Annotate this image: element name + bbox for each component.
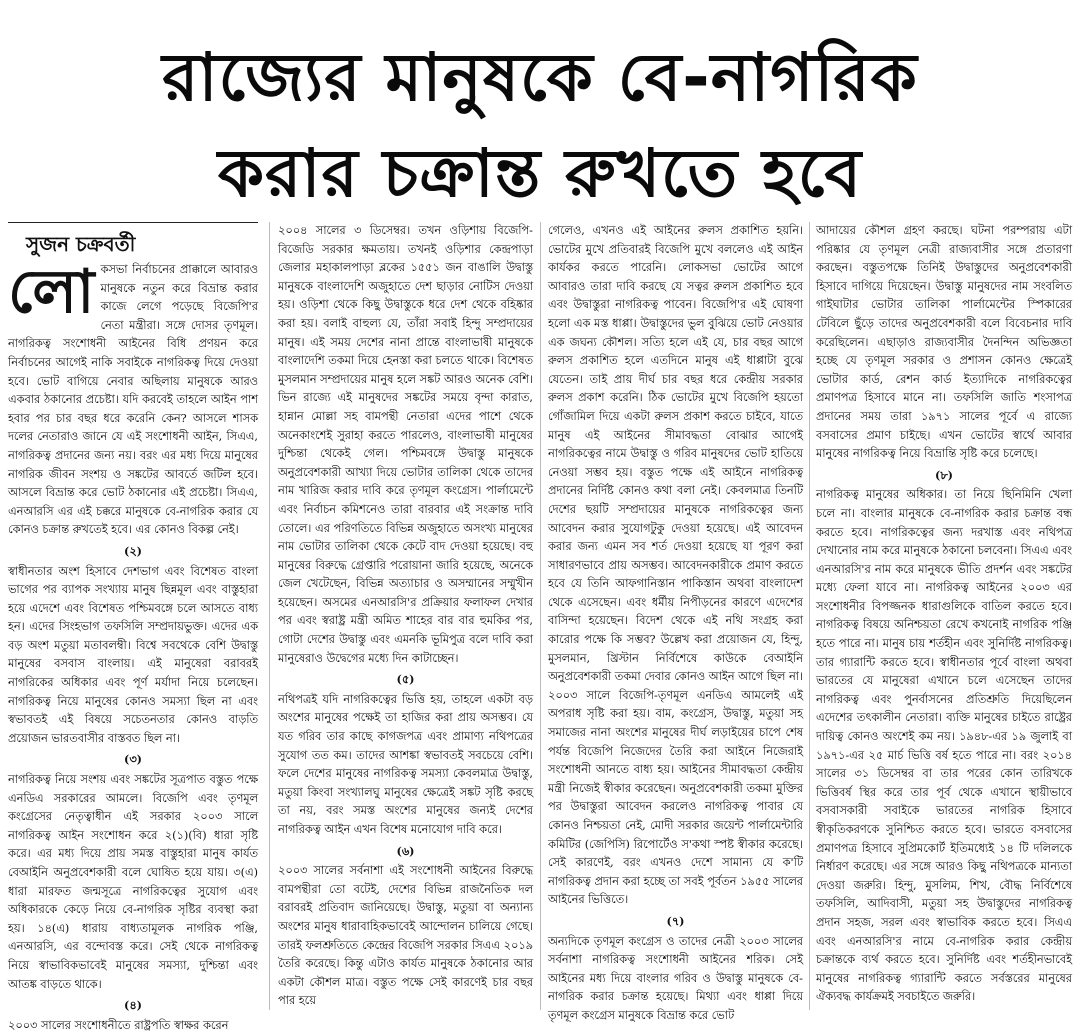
article-columns: [8, 222, 1072, 1032]
paragraph: ২০০৩ সালের সর্বনাশা এই সংশোধনী আইনের বিরুদ্ধে বামপন্থীরা তো বটেই, দেশের বিভিন্ন রাজনৈতিক দল বরাবরই প্রতিবাদ জানিয়েছে। উদ্বাস্তু, মতুয়া বা অন্যান্য অংশের মানুষ ধারাবাহিকভাবেই আন্দোলন চালিয়ে গেছে। তারই ফলশ্রুতিতে কেন্দ্রের বিজেপি সরকার সিএএ ২০১৯ তৈরি করেছে। কিন্তু এটাও কার্যত মানুষকে ঠকানোর আর একটা কৌশল মাত্র। বস্তুত পক্ষে সেই কারণেই চার বছর পার হয়ে: [278, 864, 533, 1008]
dropcap: লো: [8, 257, 95, 327]
byline: সুজন চক্রবর্তী: [8, 222, 258, 257]
headline-line-2: করার চক্রান্ত রুখতে হবে: [217, 135, 863, 212]
column-divider: [269, 222, 270, 1010]
paragraph: ২০০৪ সালের ৩ ডিসেম্বর। তখন ওড়িশায় বিজেপি-বিজেডি সরকার ক্ষমতায়। তখনই ওড়িশার কেন্দ্রপাড়া জেলার মহাকালপাড়া ব্লকের ১৫৫১ জন বাঙালি উদ্বাস্তু মানুষকে বাংলাদেশি অজুহাতে দেশ ছাড়ার নোটিস দেওয়া হয়। ওড়িশা থেকে কিছু উদ্বাস্তুকে ধরে দেশ থেকে বহিষ্কার করা হয়। বলাই বাহুল্য যে, তাঁরা সবাই হিন্দু সম্প্রদায়ের মানুষ। এই সময় দেশের নানা প্রান্তে বাংলাভাষী মানুষকে বাংলাদেশি তকমা দিয়ে হেনস্তা করা চলতে থাকে। বিশেষত মুসলমান সম্প্রদায়ের মানুষ হলে সঙ্কট আরও অনেক বেশি। ভিন রাজ্যে এই মানুষদের সঙ্কটের সময়ে বৃন্দা কারাত, হান্নান মোল্লা সহ বামপন্থী নেতারা এদের পাশে থেকে অনেকাংশেই সুরাহা করতে পারলেও, বাংলাভাষী মানুষের দুশ্চিন্তা থেকেই গেল। পশ্চিমবঙ্গে উদ্বাস্তু মানুষকে অনুপ্রবেশকারী আখ্যা দিয়ে ভোটার তালিকা থেকে তাদের নাম খারিজ করার দাবি করে তৃণমূল কংগ্রেস। পার্লামেন্টে এবং নির্বাচন কমিশনেও তারা বারবার এই সংক্রান্ত দাবি তোলে। এর পরিণতিতে বিভিন্ন অজুহাতে অসংখ্য মানুষের নাম ভোটার তালিকা থেকে কেটে বাদ দেওয়া হয়েছে। বহু মানুষের বিরুদ্ধে গ্রেপ্তারি পরোয়ানা জারি হয়েছে, অনেকে জেল খেটেছেন, বিভিন্ন অত্যাচার ও অসম্মানের সম্মুখীন হয়েছেন। অসমের এনআরসি'র প্রক্রিয়ার ফলাফল দেখার পর এবং স্বরাষ্ট্র মন্ত্রী অমিত শাহের বার বার হুমকির পর, গোটা দেশের উদ্বাস্তু এবং এমনকি ভূমিপুত্র বলে দাবি করা মানুষেরাও উদ্বেগের মধ্যে দিন কাটাচ্ছেন।: [278, 224, 533, 665]
section-number: (৭): [666, 913, 685, 928]
section-number: (৪): [123, 998, 143, 1013]
paragraph: নাগরিকত্ব মানুষের অধিকার। তা নিয়ে ছিনিমিনি খেলা চলে না। বাংলার মানুষকে বে-নাগরিক করার চক্রান্ত বন্ধ করতে হবে। নাগরিকত্বের জন্য দরখাস্ত এবং নথিপত্র দেখানোর নাম করে মানুষকে ঠকানো চলবেনা। সিএএ এবং এনআরসি'র নাম করে মানুষকে ভীতি প্রদর্শন এবং সঙ্কটের মধ্যে ফেলা যাবে না। নাগরিকত্ব আইনের ২০০৩ এর সংশোধনীর বিপজ্জনক ধারাগুলিকে বাতিল করতে হবে। নাগরিকত্ব বিষয়ে অনিশ্চয়তা রেখে কখনোই নাগরিক পঞ্জি হতে পারে না। মানুষ চায় শর্তহীন এবং সুনির্দিষ্ট নাগরিকত্ব। তার গ্যারান্টি করতে হবে। স্বাধীনতার পূর্বে বাংলা অথবা ভারতের যে মানুষেরা এখানে চলে এসেছেন তাদের নাগরিকত্ব এবং পুনর্বাসনের প্রতিশ্রুতি দিয়েছিলেন এদেশের তৎকালীন নেতারা। ব্যক্তি মানুষের চাইতে রাষ্ট্রের দায়িত্ব কোনও অংশেই কম নয়। ১৯৪৮-এর ১৯ জুলাই বা ১৯৭১-এর ২৫ মার্চ ভিত্তি বর্ষ হতে পারে না। বরং ২০১৪ সালের ৩১ ডিসেম্বর বা তার পরের কোন তারিখকে ভিত্তিবর্ষ স্থির করে তার পূর্ব থেকে এখানে স্থায়ীভাবে বসবাসকারী সবাইকে ভারতের নাগরিক হিসাবে স্বীকৃতিকরণকে সুনিশ্চিত করতে হবে। ভারতে বসবাসের প্রমাণপত্র হিসাবে সুপ্রিমকোর্ট ইতিমধ্যেই ১৪ টি দলিলকে নির্ধারণ করেছে। এর সঙ্গে আরও কিছু নথিপত্রকে মান্যতা দেওয়া জরুরি। হিন্দু, মুসলিম, শিখ, বৌদ্ধ নির্বিশেষে তফসিলি, আদিবাসী, মতুয়া সহ উদ্বাস্তুদের নাগরিকত্ব প্রদান সহজ, সরল এবং স্বাভাবিক করতে হবে। সিএএ এবং এনআরসি'র নামে বে-নাগরিক করার কেন্দ্রীয় চক্রান্তকে ব্যর্থ করতে হবে। সুনির্দিষ্ট এবং শর্তহীনভাবেই মানুষের নাগরিকত্ব গ্যারান্টি করতে সর্বস্তরের মানুষের ঐক্যবদ্ধ কার্যক্রমই সবচাইতে জরুরি।: [816, 488, 1072, 1004]
paragraph: কসভা নির্বাচনের প্রাক্কালে আবারও মানুষকে নতুন করে বিভ্রান্ত করার কাজে লেগে পড়েছে বিজেপি'র নেতা মন্ত্রীরা। সঙ্গে দোসর তৃণমূল। নাগরিকত্ব সংশোধনী আইনের বিধি প্রণয়ন করে নির্বাচনের আগেই নাকি সবাইকে নাগরিকত্ব দিয়ে দেওয়া হবে। ভোট বাগিয়ে নেবার অছিলায় মানুষকে আরও একবার ঠকানোর প্রচেষ্টা। যদি করবেই তাহলে আইন পাশ হবার পর চার বছর ধরে করেনি কেন? আসলে শাসক দলের নেতারাও জানে যে এই সংশোধনী আইন, সিএএ, নাগরিকত্ব প্রদানের জন্য নয়। বরং এর মধ্য দিয়ে মানুষের নাগরিক জীবন সংশয় ও সঙ্কটের আবর্তে জটিল হবে। আসলে বিভ্রান্ত করে ভোট ঠকানোর এই প্রচেষ্টা। সিএএ, এনআরসি এর এই চক্করে মানুষকে বে-নাগরিক করার যে কোনও চক্রান্ত রুখতেই হবে। এর কোনও বিকল্প নেই।: [8, 263, 258, 537]
paragraph: নথিপত্রই যদি নাগরিকত্বের ভিত্তি হয়, তাহলে একটা বড় অংশের মানুষের পক্ষেই তা হাজির করা প্রায় অসম্ভব। যে যত গরিব তার কাছে কাগজপত্র এবং প্রামাণ্য নথিপত্রের সুযোগ তত কম। তাদের আশঙ্কা স্বভাবতই সবচেয়ে বেশি। ফলে দেশের মানুষের নাগরিকত্ব সমস্যা কেবলমাত্র উদ্বাস্তু, মতুয়া কিংবা সংখ্যালঘু মানুষের ক্ষেত্রেই সঙ্কট সৃষ্টি করছে তা নয়, বরং সমস্ত অংশের মানুষের জন্যই দেশের নাগরিকত্ব আইন এখন বিশেষ মনোযোগ দাবি করে।: [278, 692, 533, 836]
column-divider: [540, 222, 541, 1010]
headline-line-1: রাজ্যের মানুষকে বে-নাগরিক: [162, 39, 918, 116]
paragraph: অন্যদিকে তৃণমূল কংগ্রেস ও তাদের নেত্রী ২০০৩ সালের সর্বনাশা নাগরিকত্ব সংশোধনী আইনের শরিক। সেই আইনের মধ্য দিয়ে বাংলার গরিব ও উদ্বাস্তু মানুষকে বে-নাগরিক করার চক্রান্ত হয়েছে। মিথ্যা এবং ধাপ্পা দিয়ে তৃণমূল কংগ্রেস মানুষকে বিভ্রান্ত করে ভোট: [548, 934, 803, 1022]
paragraph: নাগরিকত্ব নিয়ে সংশয় এবং সঙ্কটের সূত্রপাত বস্তুত পক্ষে এনডিএ সরকারের আমলে। বিজেপি এবং তৃণমূল কংগ্রেসের নেতৃত্বাধীন এই সরকার ২০০৩ সালে নাগরিকত্ব আইন সংশোধন করে ২(১)(বি) ধারা সৃষ্টি করে। এর মধ্য দিয়ে প্রায় সমস্ত বাস্তুহারা মানুষ কার্যত বেআইনি অনুপ্রবেশকারী বলে ঘোষিত হয়ে যায়। ৩(এ) ধারা মারফত জন্মসূত্রে নাগরিকত্বের সুযোগ এবং অধিকারকে কেড়ে নিয়ে বে-নাগরিক সৃষ্টির ব্যবস্থা করা হয়। ১৪(এ) ধারায় বাধ্যতামূলক নাগরিক পঞ্জি, এনআরসি, এর বন্দোবস্ত করে। সেই থেকে নাগরিকত্ব নিয়ে স্বাভাবিকভাবেই মানুষের সমস্যা, দুশ্চিন্তা এবং আতঙ্ক বাড়তে থাকে।: [8, 773, 258, 991]
column-divider: [809, 222, 810, 1010]
section-number: (৫): [396, 672, 415, 687]
section-number: (৩): [123, 752, 143, 767]
section-number: (৬): [396, 843, 415, 858]
paragraph: আদায়ের কৌশল গ্রহণ করছে। ঘটনা পরম্পরায় এটা পরিষ্কার যে তৃণমূল নেত্রী রাজ্যবাসীর সঙ্গে প্রতারণা করছেন। বস্তুতপক্ষে তিনিই উদ্বাস্তুদের অনুপ্রবেশকারী হিসাবে দাগিয়ে দিয়েছেন। উদ্বাস্তু মানুষদের নাম সংবলিত গাইঘাটার ভোটার তালিকা পার্লামেন্টের স্পিকারের টেবিলে ছুঁড়ে তাদের অনুপ্রবেশকারী বলে বিবেচনার দাবি করেছিলেন। এছাড়াও রাজ্যবাসীর দৈনন্দিন অভিজ্ঞতা হচ্ছে যে তৃণমূল সরকার ও প্রশাসন কোনও ক্ষেত্রেই ভোটার কার্ড, রেশন কার্ড ইত্যাদিকে নাগরিকত্বের প্রমাণপত্র হিসাবে মানে না। তফসিলি জাতি শংসাপত্র প্রদানের সময় তারা ১৯৭১ সালের পূর্বে এ রাজ্যে বসবাসের প্রমাণ চাইছে। এখন ভোটের স্বার্থে আবার মানুষের নাগরিকত্ব নিয়ে বিভ্রান্তি সৃষ্টি করে চলেছে।: [816, 224, 1072, 461]
headline: [40, 30, 1040, 222]
paragraph: স্বাধীনতার অংশ হিসাবে দেশভাগ এবং বিশেষত বাংলা ভাগের পর ব্যাপক সংখ্যায় মানুষ ছিন্নমূল এবং বাস্তুহারা হয়ে এদেশে এবং বিশেষত পশ্চিমবঙ্গে চলে আসতে বাধ্য হন। এদের সিংহভাগ তফসিলি সম্প্রদায়ভুক্ত। এদের এক বড় অংশ মতুয়া মতাবলম্বী। বিশ্বে সবথেকে বেশি উদ্বাস্তু মানুষের বসবাস বাংলায়। এই মানুষেরা বরাবরই নাগরিকের অধিকার এবং পূর্ণ মর্যাদা নিয়ে চলেছেন। নাগরিকত্ব নিয়ে মানুষের কোনও সমস্যা ছিল না এবং স্বভাবতই এই বিষয়ে সচেতনতার কোনও বাড়তি প্রয়োজন ভারতবাসীর বাস্তবত ছিল না।: [8, 564, 258, 745]
paragraph: গেলেও, এখনও এই আইনের রুলস প্রকাশিত হয়নি। ভোটের মুখে প্রতিবারই বিজেপি মুখে বললেও এই আইন কার্যকর করতে পারেনি। লোকসভা ভোটের আগে আবারও তারা দাবি করছে যে সত্বর রুলস প্রকাশিত হবে এবং উদ্বাস্তুরা নাগরিকত্ব পাবেন। বিজেপি'র এই ঘোষণা হলো এক মস্ত ধাপ্পা। উদ্বাস্তুদের ভুল বুঝিয়ে ভোট নেওয়ার এক জঘন্য কৌশল। সত্যি হলে এই যে, চার বছর আগে রুলস প্রকাশিত হলে এতদিনে মানুষ এই ধাপ্পাটা বুঝে যেতেন। তাই প্রায় দীর্ঘ চার বছর ধরে কেন্দ্রীয় সরকার রুলস প্রকাশ করেনি। ঠিক ভোটের মুখে বিজেপি হয়তো গোঁজামিল দিয়ে একটা রুলস প্রকাশ করতে চাইবে, যাতে মানুষ এই আইনের সীমাবদ্ধতা বোঝার আগেই নাগরিকত্বের নামে উদ্বাস্তু ও গরিব মানুষদের ভোট হাতিয়ে নেওয়া সম্ভব হয়। বস্তুত পক্ষে এই আইনে নাগরিকত্ব প্রদানের নির্দিষ্ট কোনও কথা বলা নেই। কেবলমাত্র তিনটি দেশের ছয়টি সম্প্রদায়ের মানুষকে নাগরিকত্বের জন্য আবেদন করার সুযোগটুকু দেওয়া হয়েছে। এই আবেদন করার জন্য এমন সব শর্ত দেওয়া হয়েছে যা পূরণ করা সাধারণভাবে প্রায় অসম্ভব। আবেদনকারীকে প্রমাণ করতে হবে যে তিনি আফগানিস্তান পাকিস্তান অথবা বাংলাদেশ থেকে এসেছেন। এবং ধর্মীয় নিপীড়নের কারণে এদেশের বাসিন্দা হয়েছেন। বিদেশ থেকে এই নথি সংগ্রহ করা কারোর পক্ষে কি সম্ভব? উল্লেখ করা প্রয়োজন যে, হিন্দু, মুসলমান, খ্রিস্টান নির্বিশেষে কাউকে বেআইনি অনুপ্রবেশকারী তকমা দেবার কোনও আইন আগে ছিল না। ২০০৩ সালে বিজেপি-তৃণমূল এনডিএ আমলেই এই অপরাধ সৃষ্টি করা হয়। বাম, কংগ্রেস, উদ্বাস্তু, মতুয়া সহ সমাজের নানা অংশের মানুষের দীর্ঘ লড়াইয়ের চাপে শেষ পর্যন্ত বিজেপি নিজেদের তৈরি করা আইনে নিজেরাই সংশোধনী আনতে বাধ্য হয়। আইনের সীমাবদ্ধতা কেন্দ্রীয় মন্ত্রী নিজেই স্বীকার করেছেন। অনুপ্রবেশকারী তকমা মুক্তির পর উদ্বাস্তুরা আবেদন করলেও নাগরিকত্ব পাবার যে কোনও নিশ্চয়তা নেই, মোদী সরকার জয়েন্ট পার্লামেন্টারি কমিটির (জেপিসি) রিপোর্টেও স'কথা স্পষ্ট স্বীকার করেছে। সেই কারণেই, বরং এখনও দেশে সামান্য যে ক'টি নাগরিকত্ব প্রদান করা হচ্ছে তা সবই পূর্বতন ১৯৫৫ সালের আইনের ভিত্তিতে।: [548, 224, 803, 907]
column-1: [8, 222, 258, 1032]
section-number: (২): [123, 543, 143, 558]
section-number: (৮): [934, 467, 954, 482]
column-3: [548, 222, 803, 1022]
column-4: [816, 222, 1072, 1010]
column-2: [278, 222, 533, 1010]
paragraph: ২০০৩ সালের সংশোধনীতে রাষ্ট্রপতি স্বাক্ষর করেন: [8, 1018, 229, 1032]
